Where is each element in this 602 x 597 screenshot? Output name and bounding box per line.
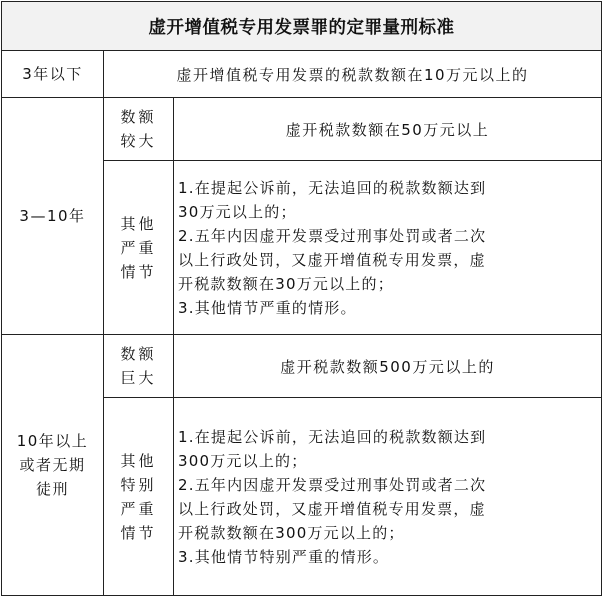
table-row bbox=[2, 51, 602, 98]
sub-label-line: 数额 bbox=[120, 108, 157, 126]
criteria-line: 30万元以上的； bbox=[178, 202, 297, 221]
sentencing-standards-table bbox=[1, 1, 602, 596]
period-line: 或者无期 bbox=[19, 456, 86, 474]
sub-label-line: 其他 bbox=[120, 451, 157, 470]
period-cell: 3—10年 bbox=[2, 98, 104, 335]
criteria-line: 300万元以上的； bbox=[178, 451, 308, 470]
period-cell: 3年以下 bbox=[2, 51, 104, 98]
criteria-line: 3.其他情节特别严重的情形。 bbox=[178, 547, 390, 566]
sub-label-line: 严重 bbox=[120, 238, 157, 257]
sub-label-line: 较大 bbox=[120, 132, 157, 150]
criterion-cell: 虚开增值税专用发票的税款数额在10万元以上的 bbox=[104, 51, 602, 98]
table-row bbox=[2, 98, 602, 161]
sub-label-line: 情节 bbox=[120, 262, 157, 281]
sub-label-cell bbox=[104, 98, 174, 161]
sub-label-line: 巨大 bbox=[120, 369, 157, 387]
criteria-line: 3.其他情节严重的情形。 bbox=[178, 298, 357, 317]
criteria-line: 1.在提起公诉前，无法追回的税款数额达到 bbox=[178, 178, 487, 197]
sub-label-line: 数额 bbox=[120, 345, 157, 363]
criteria-line: 以上行政处罚，又虚开增值税专用发票，虚 bbox=[178, 499, 486, 518]
criteria-line: 开税款数额在300万元以上的； bbox=[178, 523, 405, 542]
table-title: 虚开增值税专用发票罪的定罪量刑标准 bbox=[2, 2, 602, 51]
sub-label-cell bbox=[104, 335, 174, 398]
criterion-cell: 虚开税款数额在50万元以上 bbox=[174, 98, 602, 161]
period-cell bbox=[2, 335, 104, 596]
criteria-line: 开税款数额在30万元以上的； bbox=[178, 274, 394, 293]
period-line: 徒刑 bbox=[35, 480, 69, 498]
criteria-line: 2.五年内因虚开发票受过刑事处罚或者二次 bbox=[178, 226, 487, 245]
sub-label-line: 情节 bbox=[120, 523, 157, 542]
sub-label-line: 严重 bbox=[120, 499, 157, 518]
criteria-line: 1.在提起公诉前，无法追回的税款数额达到 bbox=[178, 427, 487, 446]
sub-label-line: 特别 bbox=[120, 475, 157, 494]
sub-label-line: 其他 bbox=[120, 214, 157, 233]
sub-label-cell bbox=[104, 161, 174, 335]
criteria-list-cell bbox=[174, 398, 602, 596]
criteria-line: 2.五年内因虚开发票受过刑事处罚或者二次 bbox=[178, 475, 487, 494]
table-row bbox=[2, 335, 602, 398]
sub-label-cell bbox=[104, 398, 174, 596]
criteria-line: 以上行政处罚，又虚开增值税专用发票，虚 bbox=[178, 250, 486, 269]
criterion-cell: 虚开税款数额500万元以上的 bbox=[174, 335, 602, 398]
criteria-list-cell bbox=[174, 161, 602, 335]
period-line: 10年以上 bbox=[16, 432, 89, 450]
